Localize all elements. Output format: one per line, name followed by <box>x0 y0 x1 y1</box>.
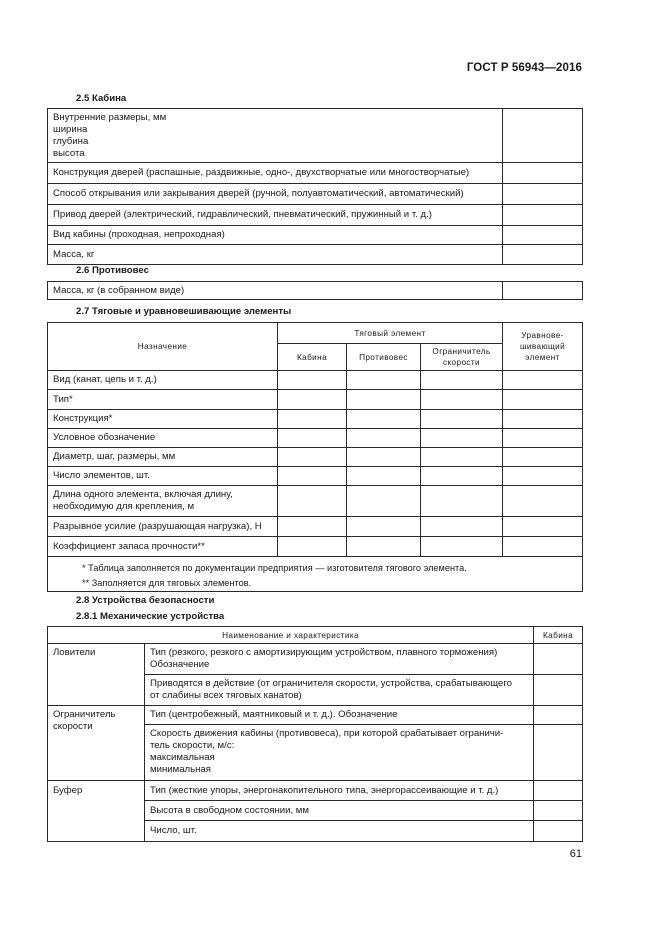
standard-number: ГОСТ Р 56943—2016 <box>466 62 582 74</box>
value-cell[interactable] <box>503 390 583 410</box>
row-label: Разрывное усилие (разрушающая нагрузка), Н <box>48 517 278 537</box>
row-label: Диаметр, шаг, размеры, мм <box>48 448 278 467</box>
value-cell[interactable] <box>503 371 583 390</box>
table-row <box>48 517 583 537</box>
traction-table <box>47 322 583 592</box>
value-cell[interactable] <box>503 448 583 467</box>
row-label: Конструкция дверей (распашные, раздвижные, одно-, двухстворчатые или многостворчатые) <box>48 163 503 184</box>
value-cell[interactable] <box>347 517 421 537</box>
value-cell[interactable] <box>347 467 421 486</box>
value-cell[interactable] <box>347 448 421 467</box>
table-row <box>48 390 583 410</box>
section-2-8-1-title: 2.8.1 Механические устройства <box>76 611 225 622</box>
value-cell[interactable] <box>278 448 347 467</box>
col-speed-limiter: Ограничитель скорости <box>421 344 503 371</box>
col-purpose: Назначение <box>48 323 278 371</box>
device-name: Ограничитель скорости <box>48 706 145 781</box>
row-label: Тип (жесткие упоры, энергонакопительного типа, энергорассеивающие и т. д.) <box>145 781 534 801</box>
value-cell[interactable] <box>347 537 421 557</box>
value-cell[interactable] <box>347 486 421 517</box>
row-label: Внутренние размеры, мм ширина глубина высота <box>48 109 503 163</box>
value-cell[interactable] <box>278 486 347 517</box>
safety-devices-table <box>47 626 583 842</box>
col-counterweight: Противовес <box>347 344 421 371</box>
value-cell[interactable] <box>503 245 583 265</box>
row-label: Тип (резкого, резкого с амортизирующим устройством, плавного торможения) Обозначение <box>145 644 534 675</box>
table-header-row <box>48 323 583 344</box>
row-label: Способ открывания или закрывания дверей (ручной, полуавтоматический, автоматический) <box>48 184 503 205</box>
page-number: 61 <box>569 848 582 860</box>
row-label: Длина одного элемента, включая длину, необходимую для крепления, м <box>48 486 278 517</box>
counterweight-table <box>47 281 583 300</box>
value-cell[interactable] <box>347 410 421 429</box>
note-2: ** Заполняется для тяговых элементов. <box>82 578 252 588</box>
value-cell[interactable] <box>503 410 583 429</box>
table-row <box>48 706 583 725</box>
table-row <box>48 163 583 184</box>
device-name: Буфер <box>48 781 145 842</box>
row-label: Вид (канат, цепь и т. д.) <box>48 371 278 390</box>
value-cell[interactable] <box>503 486 583 517</box>
value-cell[interactable] <box>503 205 583 226</box>
row-label: Скорость движения кабины (противовеса), при которой срабатывает ограничи- тель скорости, м/с: максимальная минимальная <box>145 725 534 781</box>
value-cell[interactable] <box>278 371 347 390</box>
table-row <box>48 467 583 486</box>
table-row <box>48 205 583 226</box>
row-label: Условное обозначение <box>48 429 278 448</box>
table-header-row <box>48 627 583 644</box>
table-row <box>48 245 583 265</box>
value-cell[interactable] <box>278 390 347 410</box>
table-row <box>48 184 583 205</box>
value-cell[interactable] <box>534 821 583 842</box>
value-cell[interactable] <box>278 467 347 486</box>
value-cell[interactable] <box>278 537 347 557</box>
cabin-table <box>47 108 583 265</box>
row-label: Привод дверей (электрический, гидравлический, пневматический, пружинный и т. д.) <box>48 205 503 226</box>
value-cell[interactable] <box>503 282 583 300</box>
value-cell[interactable] <box>534 675 583 706</box>
value-cell[interactable] <box>421 429 503 448</box>
section-2-5-title: 2.5 Кабина <box>76 93 127 104</box>
row-label: Тип (центробежный, маятниковый и т. д.). Обозначение <box>145 706 534 725</box>
value-cell[interactable] <box>534 644 583 675</box>
value-cell[interactable] <box>503 517 583 537</box>
row-label: Масса, кг <box>48 245 503 265</box>
row-label: Вид кабины (проходная, непроходная) <box>48 226 503 245</box>
value-cell[interactable] <box>347 429 421 448</box>
table-row <box>48 429 583 448</box>
value-cell[interactable] <box>421 537 503 557</box>
table-row <box>48 371 583 390</box>
row-label: Масса, кг (в собранном виде) <box>48 282 503 300</box>
section-2-8-title: 2.8 Устройства безопасности <box>76 595 215 606</box>
col-traction-element: Тяговый элемент <box>278 323 503 344</box>
row-label: Конструкция* <box>48 410 278 429</box>
value-cell[interactable] <box>421 467 503 486</box>
table-row <box>48 781 583 801</box>
value-cell[interactable] <box>421 517 503 537</box>
notes-row <box>48 557 583 592</box>
device-name: Ловители <box>48 644 145 706</box>
value-cell[interactable] <box>503 109 583 163</box>
value-cell[interactable] <box>503 467 583 486</box>
value-cell[interactable] <box>421 371 503 390</box>
value-cell[interactable] <box>278 410 347 429</box>
value-cell[interactable] <box>421 390 503 410</box>
value-cell[interactable] <box>503 226 583 245</box>
value-cell[interactable] <box>347 390 421 410</box>
value-cell[interactable] <box>503 537 583 557</box>
value-cell[interactable] <box>534 781 583 801</box>
col-cabin: Кабина <box>278 344 347 371</box>
table-row <box>48 448 583 467</box>
value-cell[interactable] <box>534 801 583 821</box>
value-cell[interactable] <box>534 706 583 725</box>
table-notes <box>48 557 583 592</box>
value-cell[interactable] <box>421 448 503 467</box>
value-cell[interactable] <box>278 429 347 448</box>
table-row <box>48 537 583 557</box>
row-label: Число, шт. <box>145 821 534 842</box>
section-2-7-title: 2.7 Тяговые и уравновешивающие элементы <box>76 306 292 317</box>
row-label: Число элементов, шт. <box>48 467 278 486</box>
value-cell[interactable] <box>421 410 503 429</box>
value-cell[interactable] <box>503 429 583 448</box>
table-row <box>48 410 583 429</box>
col-name: Наименование и характеристика <box>48 627 534 644</box>
table-row <box>48 282 583 300</box>
note-1: * Таблица заполняется по документации предприятия — изготовителя тягового элемента. <box>82 563 467 573</box>
table-row <box>48 644 583 675</box>
table-row <box>48 226 583 245</box>
section-2-6-title: 2.6 Противовес <box>76 265 149 276</box>
table-row <box>48 486 583 517</box>
value-cell[interactable] <box>503 163 583 184</box>
row-label: Тип* <box>48 390 278 410</box>
col-cabin: Кабина <box>534 627 583 644</box>
row-label: Высота в свободном состоянии, мм <box>145 801 534 821</box>
value-cell[interactable] <box>347 371 421 390</box>
row-label: Коэффициент запаса прочности** <box>48 537 278 557</box>
value-cell[interactable] <box>278 517 347 537</box>
value-cell[interactable] <box>421 486 503 517</box>
value-cell[interactable] <box>503 184 583 205</box>
table-row <box>48 109 583 163</box>
value-cell[interactable] <box>534 725 583 781</box>
row-label: Приводятся в действие (от ограничителя скорости, устройства, срабатывающего от слабины всех тяговых канатов) <box>145 675 534 706</box>
col-balancing-element: Уравнове- шивающий элемент <box>503 323 583 371</box>
